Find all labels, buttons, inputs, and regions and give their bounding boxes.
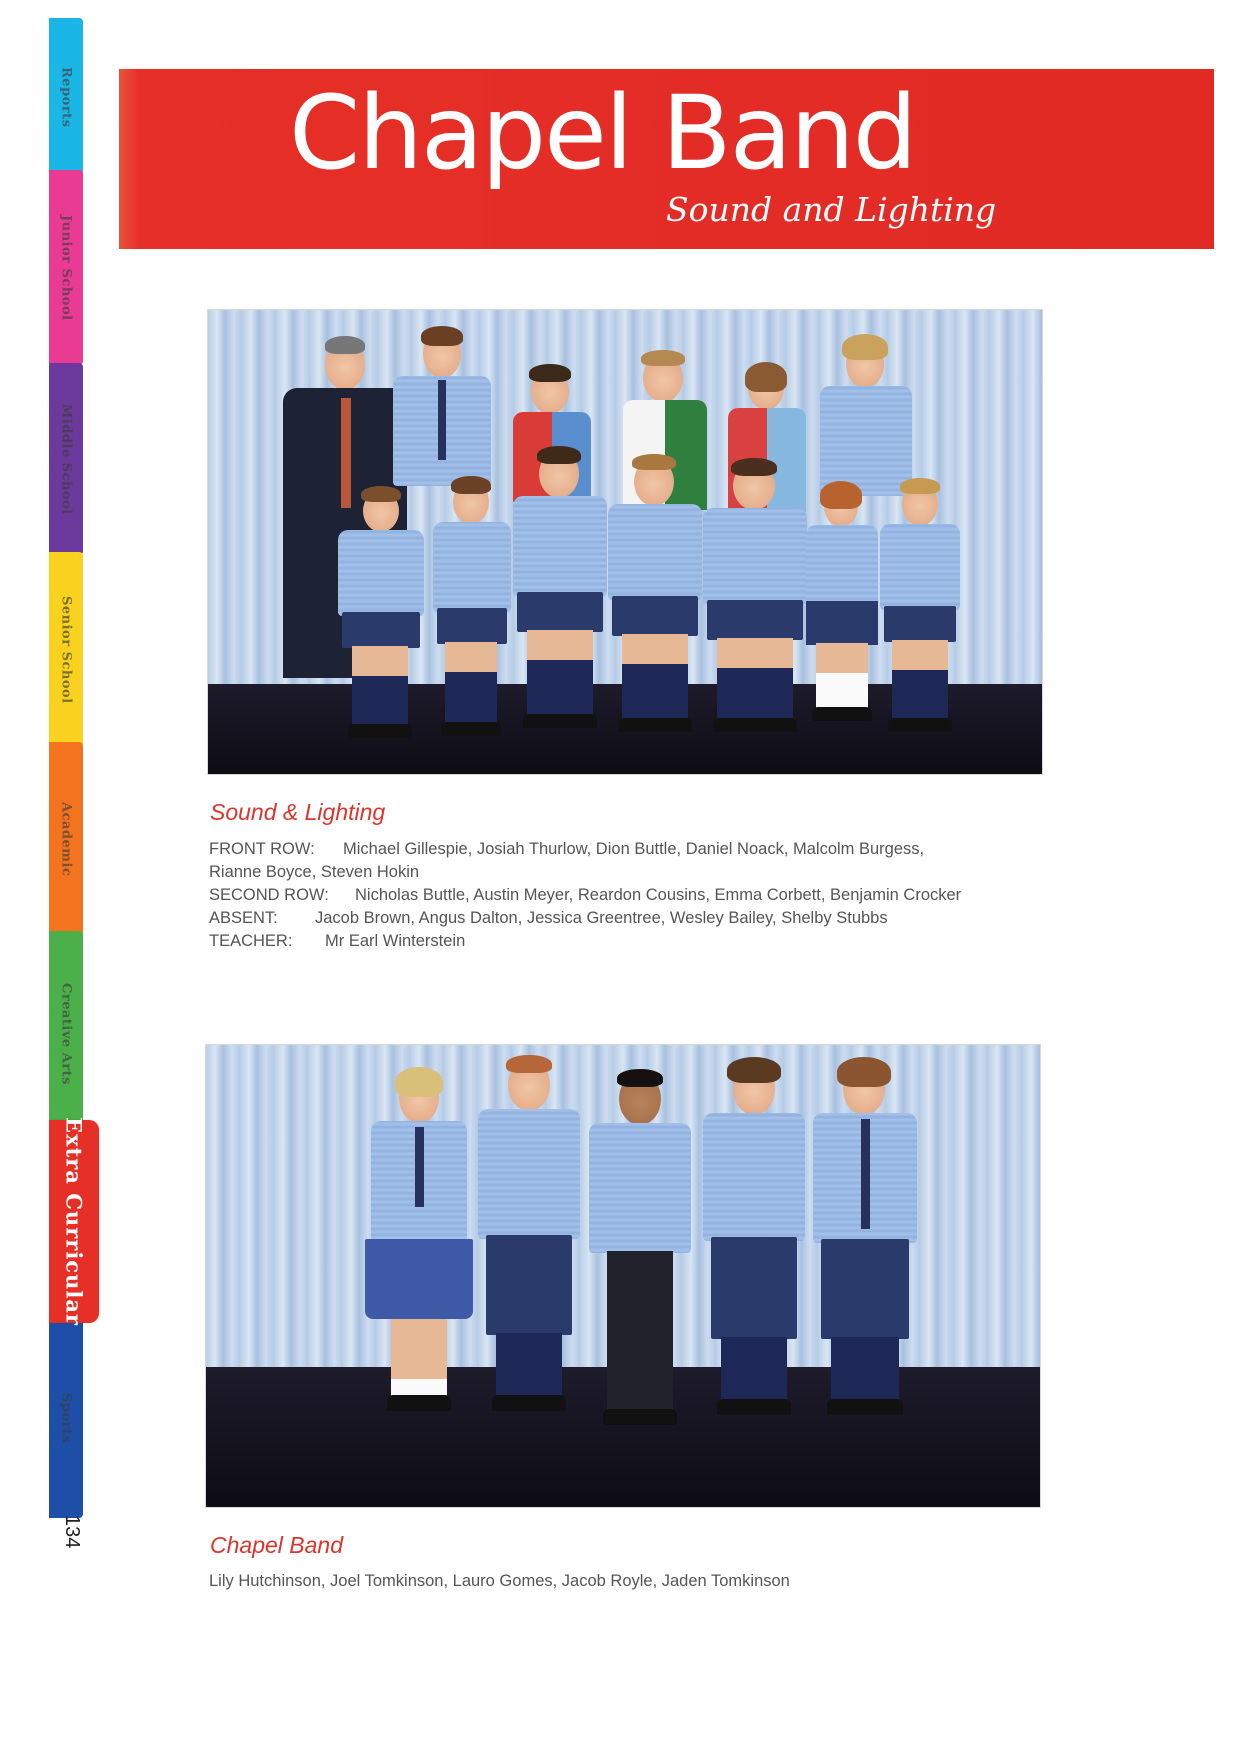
page-subtitle: Sound and Lighting [666, 190, 997, 229]
section-tabs [49, 18, 101, 1518]
tab-middle-school[interactable] [49, 363, 83, 555]
caption-body-chapel-band: Lily Hutchinson, Joel Tomkinson, Lauro Gomes, Jacob Royle, Jaden Tomkinson [209, 1572, 790, 1590]
caption-title-sound-lighting: Sound & Lighting [210, 799, 386, 825]
chapel-band-group-photo [206, 1045, 1040, 1507]
row-names: Nicholas Buttle, Austin Meyer, Reardon Cousins, Emma Corbett, Benjamin Crocker [355, 886, 962, 904]
caption-line [209, 907, 1069, 930]
tab-label: Extra Curricular [61, 1117, 87, 1326]
tab-academic[interactable] [49, 742, 83, 937]
tab-creative-arts[interactable] [49, 931, 83, 1136]
row-label: ABSENT: [209, 909, 278, 927]
row-label: FRONT ROW: [209, 840, 315, 858]
caption-line [209, 861, 1069, 884]
row-label: TEACHER: [209, 932, 293, 950]
title-banner [119, 69, 1214, 249]
tab-sports[interactable] [49, 1318, 83, 1518]
tab-junior-school[interactable] [49, 170, 83, 365]
caption-title-chapel-band: Chapel Band [210, 1532, 343, 1558]
page-number: 134 [61, 1515, 83, 1549]
tab-senior-school[interactable] [49, 552, 83, 747]
row-label: SECOND ROW: [209, 886, 329, 904]
tab-label: Junior School [58, 214, 74, 321]
row-names: Michael Gillespie, Josiah Thurlow, Dion Buttle, Daniel Noack, Malcolm Burgess, [343, 840, 925, 858]
tab-label: Middle School [58, 403, 74, 515]
tab-label: Reports [58, 66, 74, 128]
tab-label: Senior School [58, 595, 74, 704]
tab-label: Sports [58, 1392, 74, 1444]
tab-label: Academic [58, 802, 74, 877]
caption-line [209, 884, 1069, 907]
page-title: Chapel Band [289, 74, 916, 193]
tab-reports[interactable] [49, 18, 83, 176]
tab-extra-curricular[interactable] [49, 1117, 99, 1326]
caption-line [209, 838, 1069, 861]
caption-body-sound-lighting [209, 838, 1069, 953]
caption-line [209, 930, 1069, 953]
tab-label: Creative Arts [58, 982, 74, 1085]
row-names: Mr Earl Winterstein [325, 932, 466, 950]
row-names: Jacob Brown, Angus Dalton, Jessica Greentree, Wesley Bailey, Shelby Stubbs [315, 909, 888, 927]
row-names: Rianne Boyce, Steven Hokin [209, 863, 420, 881]
sound-lighting-group-photo [208, 310, 1042, 774]
